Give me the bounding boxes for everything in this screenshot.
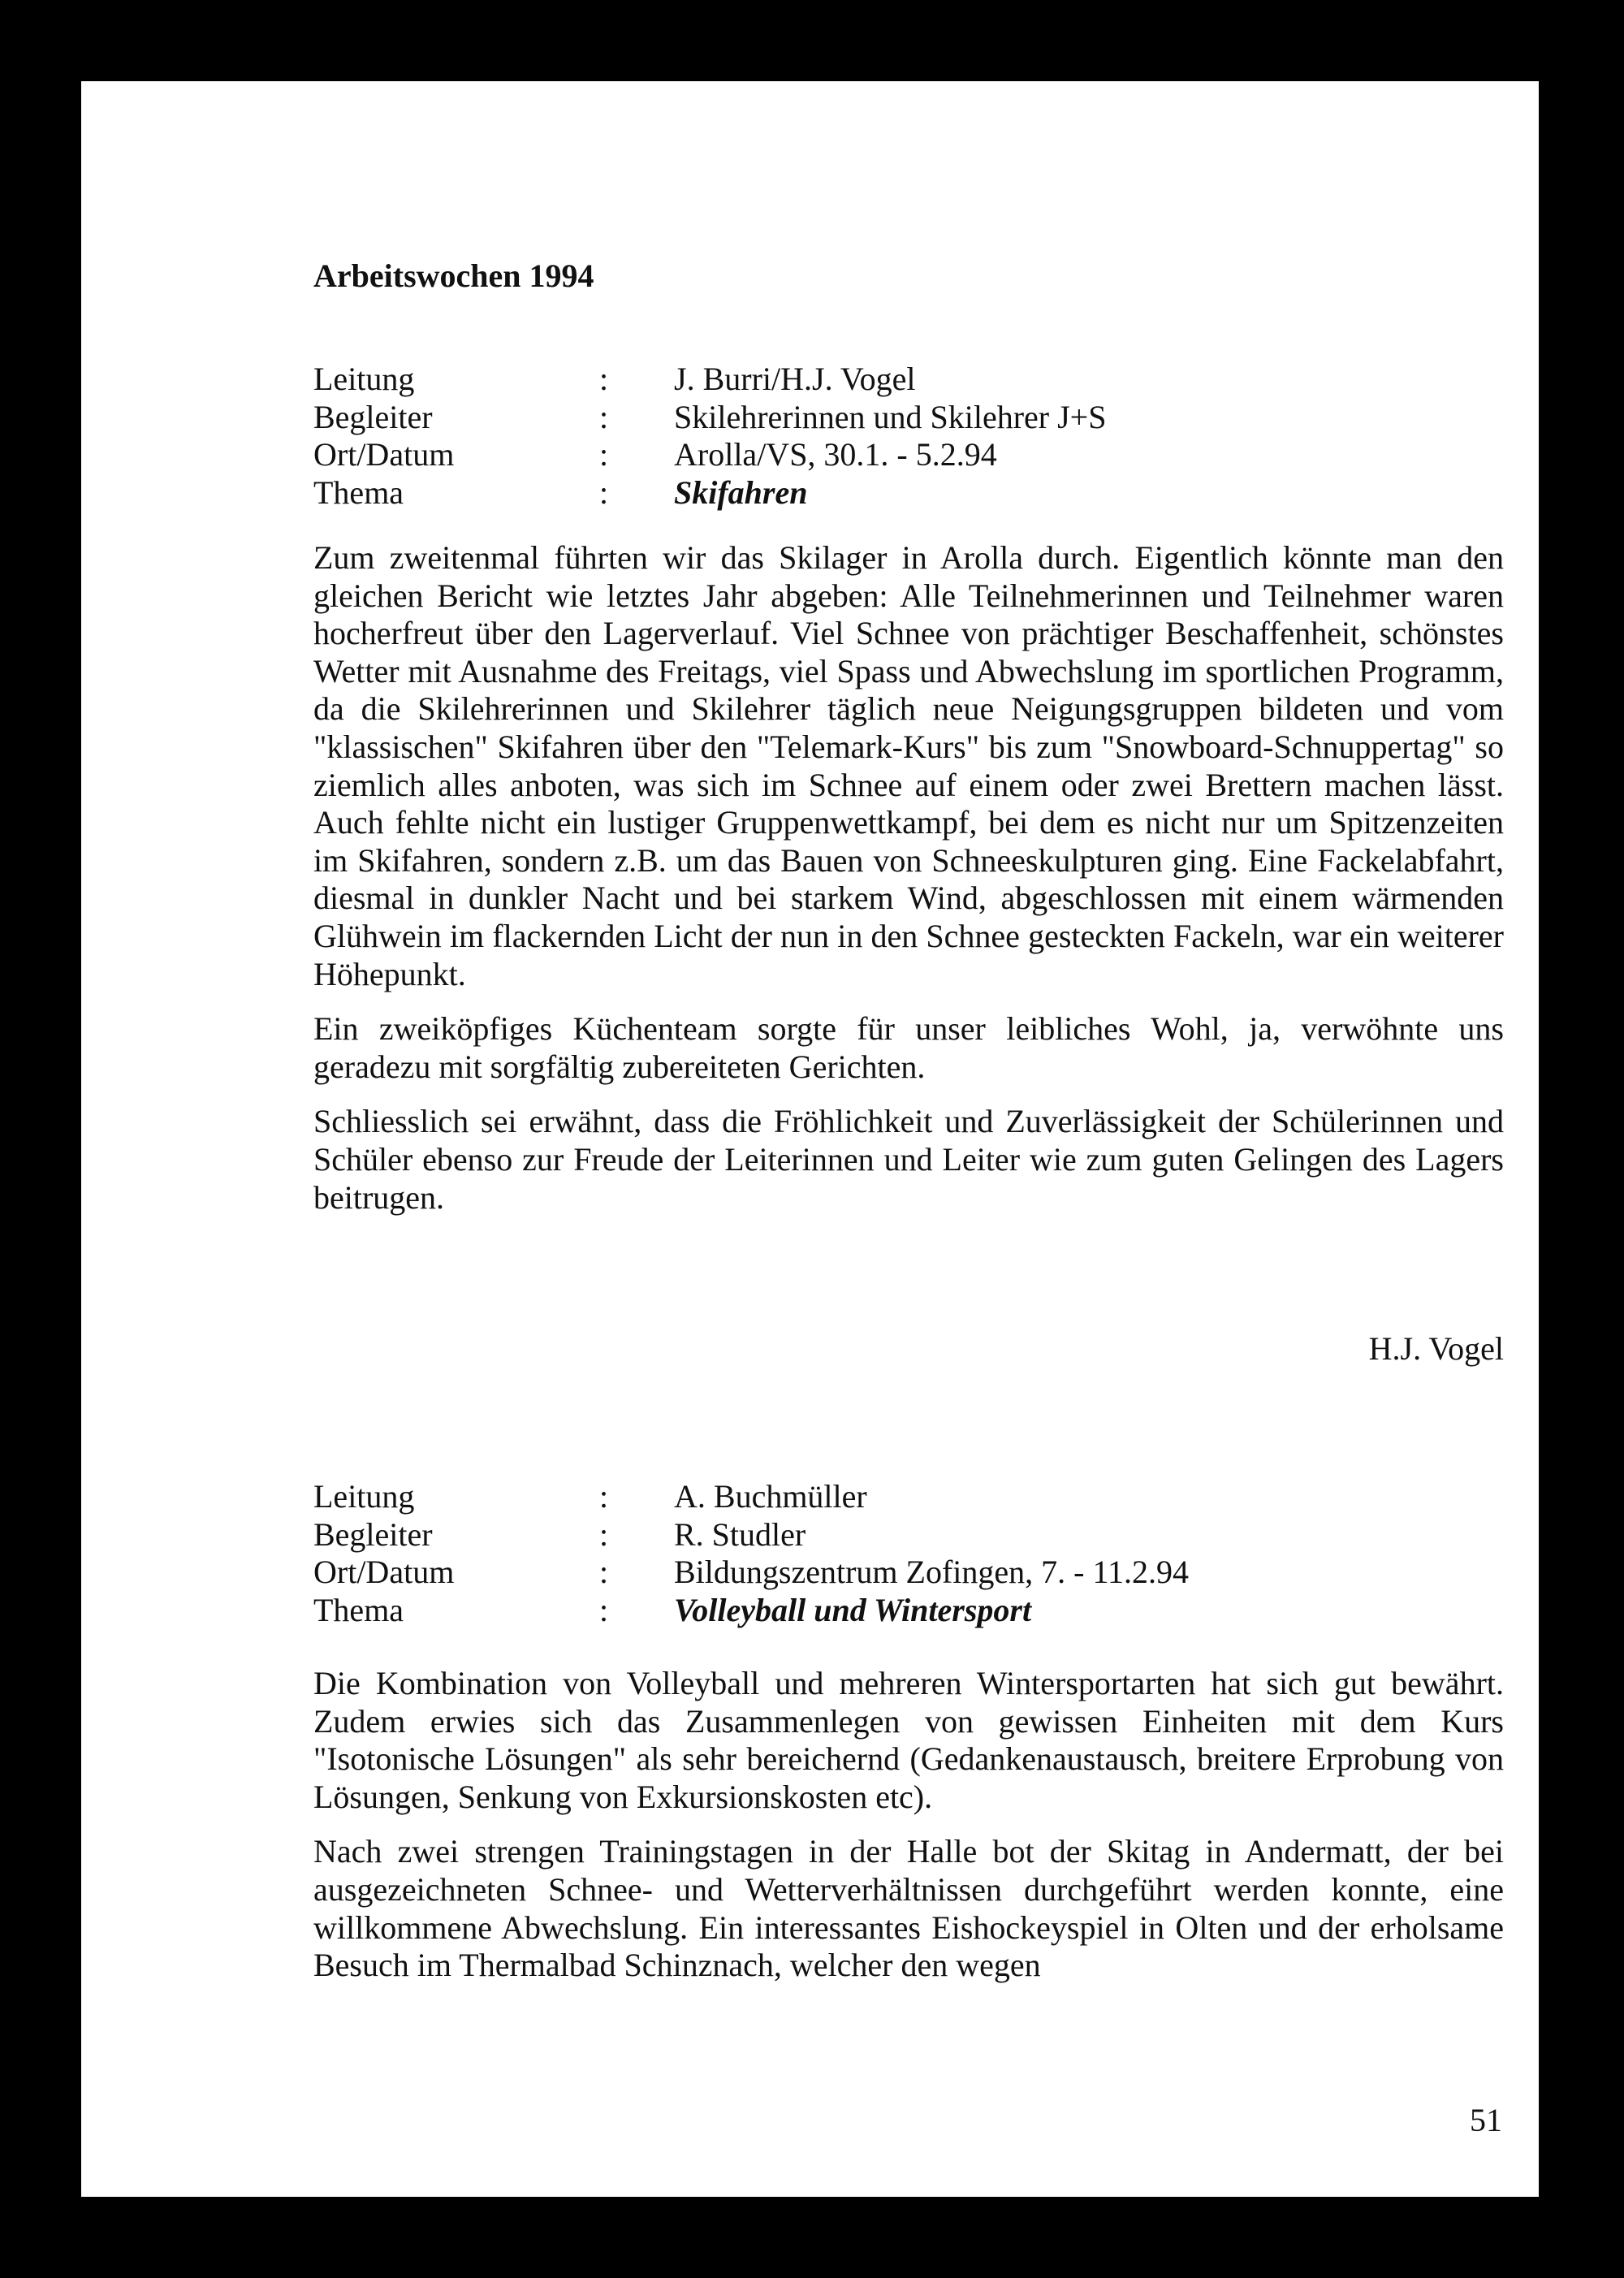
info-label: Begleiter — [313, 398, 433, 435]
info-separator: : — [599, 361, 609, 397]
info-separator: : — [599, 473, 609, 511]
info-value-theme: Volleyball und Wintersport — [674, 1591, 1032, 1628]
camp-info-table-2 — [313, 1478, 1504, 1629]
info-row-ort-datum — [313, 436, 1504, 474]
info-value: A. Buchmüller — [674, 1478, 867, 1515]
info-row-thema — [313, 1592, 1504, 1630]
info-separator: : — [599, 1478, 609, 1515]
info-value: J. Burri/H.J. Vogel — [674, 361, 916, 397]
info-row-thema — [313, 474, 1504, 512]
info-value: Arolla/VS, 30.1. - 5.2.94 — [674, 436, 997, 473]
info-separator: : — [599, 1515, 609, 1553]
info-value: R. Studler — [674, 1515, 806, 1553]
camp-info-table-1 — [313, 361, 1504, 512]
paragraph: Nach zwei strengen Trainingstagen in der Halle bot der Skitag in Andermatt, der bei ausgezeichneten Schnee- und Wetterverhältnissen durchgeführt werden konnte, eine willkommene Abwechslung. Ein interessantes Eishockeyspiel in Olten und der erholsame Besuch im Thermalbad Schinznach, welcher den wegen — [313, 1833, 1504, 1984]
report-body-1 — [313, 539, 1504, 1234]
info-value: Bildungszentrum Zofingen, 7. - 11.2.94 — [674, 1554, 1189, 1590]
paragraph: Die Kombination von Volleyball und mehreren Wintersportarten hat sich gut bewährt. Zudem erwies sich das Zusammenlegen von gewissen Einheiten mit dem Kurs "Isotonische Lösungen" als sehr bereichernd (Gedankenaustausch, breitere Erprobung von Lösungen, Senkung von Exkursionskosten etc). — [313, 1665, 1504, 1815]
info-label: Ort/Datum — [313, 436, 455, 473]
page-heading: Arbeitswochen 1994 — [313, 257, 594, 294]
info-value: Skilehrerinnen und Skilehrer J+S — [674, 398, 1107, 435]
info-label: Begleiter — [313, 1515, 433, 1553]
info-label: Ort/Datum — [313, 1554, 455, 1590]
paragraph: Zum zweitenmal führten wir das Skilager in Arolla durch. Eigentlich könnte man den gleichen Bericht wie letztes Jahr abgeben: Alle Teilnehmerinnen und Teilnehmer waren hocherfreut über den Lagerverlauf. Viel Schnee von prächtiger Beschaffenheit, schönstes Wetter mit Ausnahme des Freitags, viel Spass und Abwechslung im sportlichen Programm, da die Skilehrerinnen und Skilehrer täglich neue Neigungsgruppen bildeten und vom "klassischen" Skifahren über den "Telemark-Kurs" bis zum "Snowboard-Schnuppertag" so ziemlich alles anboten, was sich im Schnee auf einem oder zwei Brettern machen lässt. Auch fehlte nicht ein lustiger Gruppenwettkampf, bei dem es nicht nur um Spitzenzeiten im Skifahren, sondern z.B. um das Bauen von Schneeskulpturen ging. Eine Fackelabfahrt, diesmal in dunkler Nacht und bei starkem Wind, abgeschlossen mit einem wärmenden Glühwein im flackernden Licht der nun in den Schnee gesteckten Fackeln, war ein weiterer Höhepunkt. — [313, 539, 1504, 992]
signature: H.J. Vogel — [1368, 1330, 1504, 1367]
info-separator: : — [599, 1591, 609, 1628]
info-separator: : — [599, 398, 609, 435]
paragraph: Schliesslich sei erwähnt, dass die Fröhlichkeit und Zuverlässigkeit der Schülerinnen und Schüler ebenso zur Freude der Leiterinnen und Leiter wie zum guten Gelingen des Lagers beitrugen. — [313, 1103, 1504, 1216]
info-row-begleiter — [313, 1516, 1504, 1554]
info-label: Leitung — [313, 1478, 415, 1515]
page-number: 51 — [1470, 2102, 1502, 2138]
document-page — [81, 81, 1539, 2197]
info-separator: : — [599, 436, 609, 473]
info-label: Thema — [313, 473, 404, 511]
info-row-leitung — [313, 361, 1504, 399]
info-label: Leitung — [313, 361, 415, 397]
info-row-begleiter — [313, 399, 1504, 437]
info-label: Thema — [313, 1591, 404, 1628]
info-separator: : — [599, 1554, 609, 1590]
info-value-theme: Skifahren — [674, 473, 808, 511]
report-body-2 — [313, 1665, 1504, 2002]
info-row-leitung — [313, 1478, 1504, 1516]
info-row-ort-datum — [313, 1554, 1504, 1592]
paragraph: Ein zweiköpfiges Küchenteam sorgte für unser leibliches Wohl, ja, verwöhnte uns geradezu mit sorgfältig zubereiteten Gerichten. — [313, 1010, 1504, 1085]
